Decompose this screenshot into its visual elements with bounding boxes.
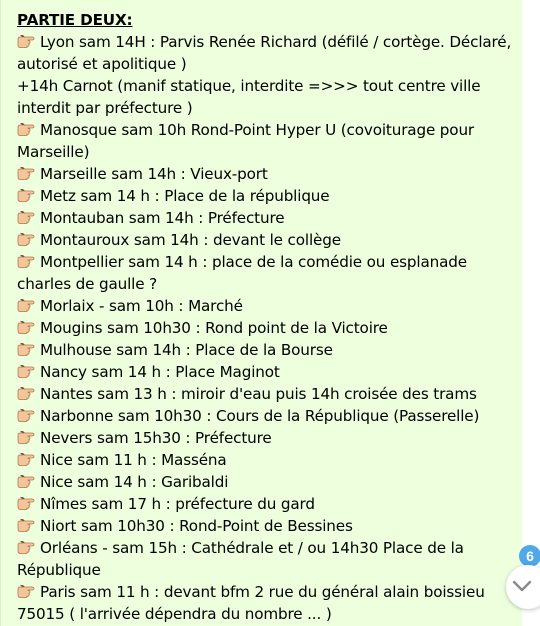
- message-line-text: Narbonne sam 10h30 : Cours de la République (Passerelle): [40, 407, 480, 425]
- message-line: [17, 493, 514, 515]
- message-line-text: Lyon sam 14H : Parvis Renée Richard (défilé / cortège. Déclaré, autorisé et apolitique ): [17, 33, 512, 73]
- message-line: [17, 449, 514, 471]
- message-entries: [17, 31, 514, 625]
- message-line: [17, 383, 514, 405]
- message-line: [17, 537, 514, 581]
- backhand-index-pointing-right-icon: [17, 518, 39, 532]
- message-line: [17, 339, 514, 361]
- backhand-index-pointing-right-icon: [17, 232, 39, 246]
- message-line-text: Montpellier sam 14 h : place de la comédie ou esplanade charles de gaulle ?: [17, 253, 467, 293]
- message-line-text: Manosque sam 10h Rond-Point Hyper U (covoiturage pour Marseille): [17, 121, 475, 161]
- message-line: [17, 119, 514, 163]
- message-line-text: Nîmes sam 17 h : préfecture du gard: [40, 495, 315, 513]
- message-line-text: Montauroux sam 14h : devant le collège: [40, 231, 341, 249]
- backhand-index-pointing-right-icon: [17, 188, 39, 202]
- backhand-index-pointing-right-icon: [17, 496, 39, 510]
- message-line: [17, 427, 514, 449]
- message-line: [17, 581, 514, 625]
- backhand-index-pointing-right-icon: [17, 298, 39, 312]
- message-line-text: Marseille sam 14h : Vieux-port: [40, 165, 268, 183]
- message-line-text: Morlaix - sam 10h : Marché: [40, 297, 243, 315]
- backhand-index-pointing-right-icon: [17, 342, 39, 356]
- backhand-index-pointing-right-icon: [17, 386, 39, 400]
- message-line-text: Nice sam 11 h : Masséna: [40, 451, 227, 469]
- message-line-text: Mulhouse sam 14h : Place de la Bourse: [40, 341, 333, 359]
- message-line-text: Paris sam 11 h : devant bfm 2 rue du général alain boissieu 75015 ( l'arrivée dépendra du nombre ... ): [17, 583, 485, 623]
- backhand-index-pointing-right-icon: [17, 408, 39, 422]
- unread-badge: 6: [519, 545, 540, 567]
- message-line: [17, 317, 514, 339]
- message-line-text: Nancy sam 14 h : Place Maginot: [40, 363, 280, 381]
- backhand-index-pointing-right-icon: [17, 34, 39, 48]
- message-line-text: Orléans - sam 15h : Cathédrale et / ou 14h30 Place de la République: [17, 539, 464, 579]
- message-line: [17, 163, 514, 185]
- chevron-down-icon: [512, 578, 532, 594]
- backhand-index-pointing-right-icon: [17, 430, 39, 444]
- message-line: [17, 361, 514, 383]
- message-line-text: Niort sam 10h30 : Rond-Point de Bessines: [40, 517, 353, 535]
- message-line: [17, 31, 514, 75]
- message-line: [17, 295, 514, 317]
- backhand-index-pointing-right-icon: [17, 584, 39, 598]
- message-line: [17, 75, 514, 119]
- message-line: [17, 229, 514, 251]
- backhand-index-pointing-right-icon: [17, 364, 39, 378]
- message-line: [17, 185, 514, 207]
- message-line-text: Nantes sam 13 h : miroir d'eau puis 14h croisée des trams: [40, 385, 477, 403]
- message-line-text: Mougins sam 10h30 : Rond point de la Victoire: [40, 319, 388, 337]
- message-line-text: Nice sam 14 h : Garibaldi: [40, 473, 229, 491]
- backhand-index-pointing-right-icon: [17, 254, 39, 268]
- backhand-index-pointing-right-icon: [17, 540, 39, 554]
- backhand-index-pointing-right-icon: [17, 474, 39, 488]
- message-line: [17, 515, 514, 537]
- message-line-text: Montauban sam 14h : Préfecture: [40, 209, 285, 227]
- message-line-text: Nevers sam 15h30 : Préfecture: [40, 429, 272, 447]
- message-line-text: Metz sam 14 h : Place de la république: [40, 187, 330, 205]
- message-line: [17, 471, 514, 493]
- message-line: [17, 251, 514, 295]
- message-line-text: +14h Carnot (manif statique, interdite =>>> tout centre ville interdit par préfecture ): [17, 77, 481, 117]
- backhand-index-pointing-right-icon: [17, 166, 39, 180]
- message-line: [17, 207, 514, 229]
- message-title: PARTIE DEUX:: [17, 11, 133, 29]
- backhand-index-pointing-right-icon: [17, 320, 39, 334]
- backhand-index-pointing-right-icon: [17, 452, 39, 466]
- message-line: [17, 405, 514, 427]
- backhand-index-pointing-right-icon: [17, 210, 39, 224]
- backhand-index-pointing-right-icon: [17, 122, 39, 136]
